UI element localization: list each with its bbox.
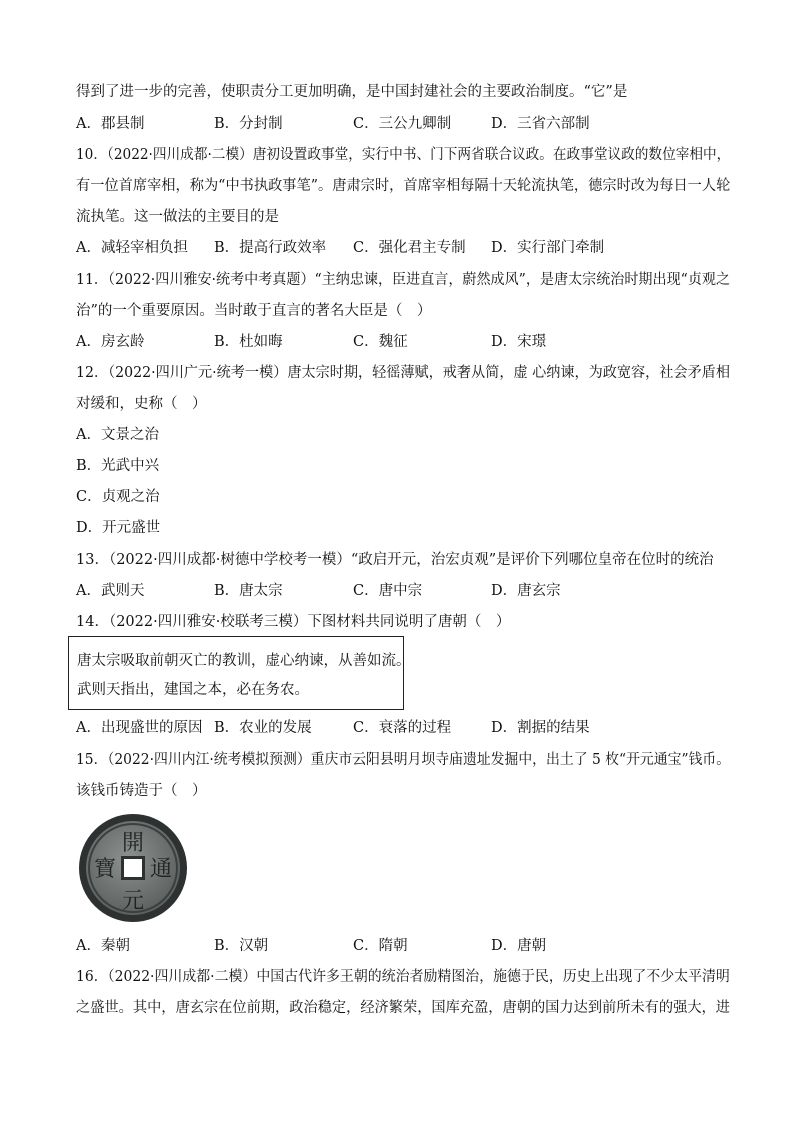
q9-option-c[interactable]: C．三公九卿制	[353, 116, 452, 132]
q10-option-a[interactable]: A．减轻宰相负担	[76, 240, 188, 256]
coin-square-hole	[124, 859, 142, 877]
q9-options	[76, 114, 716, 134]
q15-option-b[interactable]: B．汉朝	[214, 938, 269, 954]
coin-char-left: 寶	[93, 857, 117, 882]
q9-option-a[interactable]: A．郡县制	[76, 116, 145, 132]
q15-stem-line-2: 该钱币铸造于（ ）	[76, 783, 207, 799]
q15-stem-line-1: 15．（2022·四川内江·统考模拟预测）重庆市云阳县明月坝寺庙遗址发掘中，出土了 5 枚“开元通宝”钱币。	[76, 752, 731, 768]
q11-option-a[interactable]: A．房玄龄	[76, 334, 145, 350]
q10-stem-line-3: 流执笔。这一做法的主要目的是	[76, 209, 279, 225]
material-line-1: 唐太宗吸取前朝灭亡的教训，虚心纳谏，从善如流。	[77, 653, 411, 669]
q9-option-b[interactable]: B．分封制	[214, 116, 283, 132]
q11-stem-line-2: 治”的一个重要原因。当时敢于直言的著名大臣是（ ）	[76, 303, 432, 319]
q15-option-a[interactable]: A．秦朝	[76, 938, 130, 954]
kaiyuan-coin-image	[78, 812, 188, 924]
q14-stem: 14．（2022·四川雅安·校联考三模）下图材料共同说明了唐朝（ ）	[76, 614, 511, 630]
q12-option-b[interactable]: B．光武中兴	[76, 458, 160, 474]
q10-stem-line-2: 有一位首席宰相，称为“中书执政事笔”。唐肃宗时，首席宰相每隔十天轮流执笔，德宗时改为每日一人轮	[76, 178, 731, 194]
q13-options	[76, 581, 716, 601]
q9-option-d[interactable]: D．三省六部制	[491, 116, 590, 132]
q11-option-c[interactable]: C．魏征	[353, 334, 408, 350]
q15-option-d[interactable]: D．唐朝	[491, 938, 547, 954]
q14-options	[76, 718, 716, 738]
q11-options	[76, 332, 716, 352]
q10-stem-line-1: 10．（2022·四川成都·二模）唐初设置政事堂，实行中书、门下两省联合议政。在政事堂议政的数位宰相中，	[76, 147, 731, 163]
q12-option-d[interactable]: D．开元盛世	[76, 520, 161, 536]
q16-stem-line-2: 之盛世。其中，唐玄宗在位前期，政治稳定，经济繁荣，国库充盈，唐朝的国力达到前所未有的强大，进	[76, 1000, 730, 1016]
material-line-2: 武则天指出，建国之本，必在务农。	[77, 682, 309, 698]
q16-stem-line-1: 16．（2022·四川成都·二模）中国古代许多王朝的统治者励精图治，施德于民，历史上出现了不少太平清明	[76, 969, 730, 985]
q12-stem-line-1: 12．（2022·四川广元·统考一模）唐太宗时期，轻徭薄赋，戒奢从简，虚 心纳谏，为政宽容，社会矛盾相	[76, 365, 730, 381]
q13-option-a[interactable]: A．武则天	[76, 583, 145, 599]
q15-option-c[interactable]: C．隋朝	[353, 938, 408, 954]
q12-stem-line-2: 对缓和，史称（ ）	[76, 396, 207, 412]
q13-option-d[interactable]: D．唐玄宗	[491, 583, 561, 599]
q11-option-b[interactable]: B．杜如晦	[214, 334, 283, 350]
q14-option-b[interactable]: B．农业的发展	[214, 720, 312, 736]
q13-stem: 13．（2022·四川成都·树德中学校考一模）“政启开元，治宏贞观”是评价下列哪位皇帝在位时的统治	[76, 552, 714, 568]
q12-option-a[interactable]: A．文景之治	[76, 427, 159, 443]
coin-char-right: 通	[149, 857, 173, 882]
q15-options	[76, 936, 716, 956]
material-box	[68, 636, 411, 710]
q13-option-b[interactable]: B．唐太宗	[214, 583, 283, 599]
q11-stem-line-1: 11．（2022·四川雅安·统考中考真题）“主纳忠谏，臣进直言，蔚然成风”，是唐太宗统治时期出现“贞观之	[76, 272, 731, 288]
q11-option-d[interactable]: D．宋璟	[491, 334, 547, 350]
coin-char-top: 開	[121, 831, 145, 856]
q9-text-line: 得到了进一步的完善，使职责分工更加明确，是中国封建社会的主要政治制度。“它”是	[76, 84, 628, 100]
q14-option-c[interactable]: C．衰落的过程	[353, 720, 452, 736]
q10-option-b[interactable]: B．提高行政效率	[214, 240, 327, 256]
q10-options	[76, 238, 716, 258]
q12-option-c[interactable]: C．贞观之治	[76, 489, 160, 505]
q14-option-a[interactable]: A．出现盛世的原因	[76, 720, 203, 736]
q10-option-c[interactable]: C．强化君主专制	[353, 240, 466, 256]
q14-option-d[interactable]: D．割据的结果	[491, 720, 590, 736]
q13-option-c[interactable]: C．唐中宗	[353, 583, 423, 599]
q10-option-d[interactable]: D．实行部门牵制	[491, 240, 605, 256]
coin-char-bottom: 元	[121, 889, 145, 914]
